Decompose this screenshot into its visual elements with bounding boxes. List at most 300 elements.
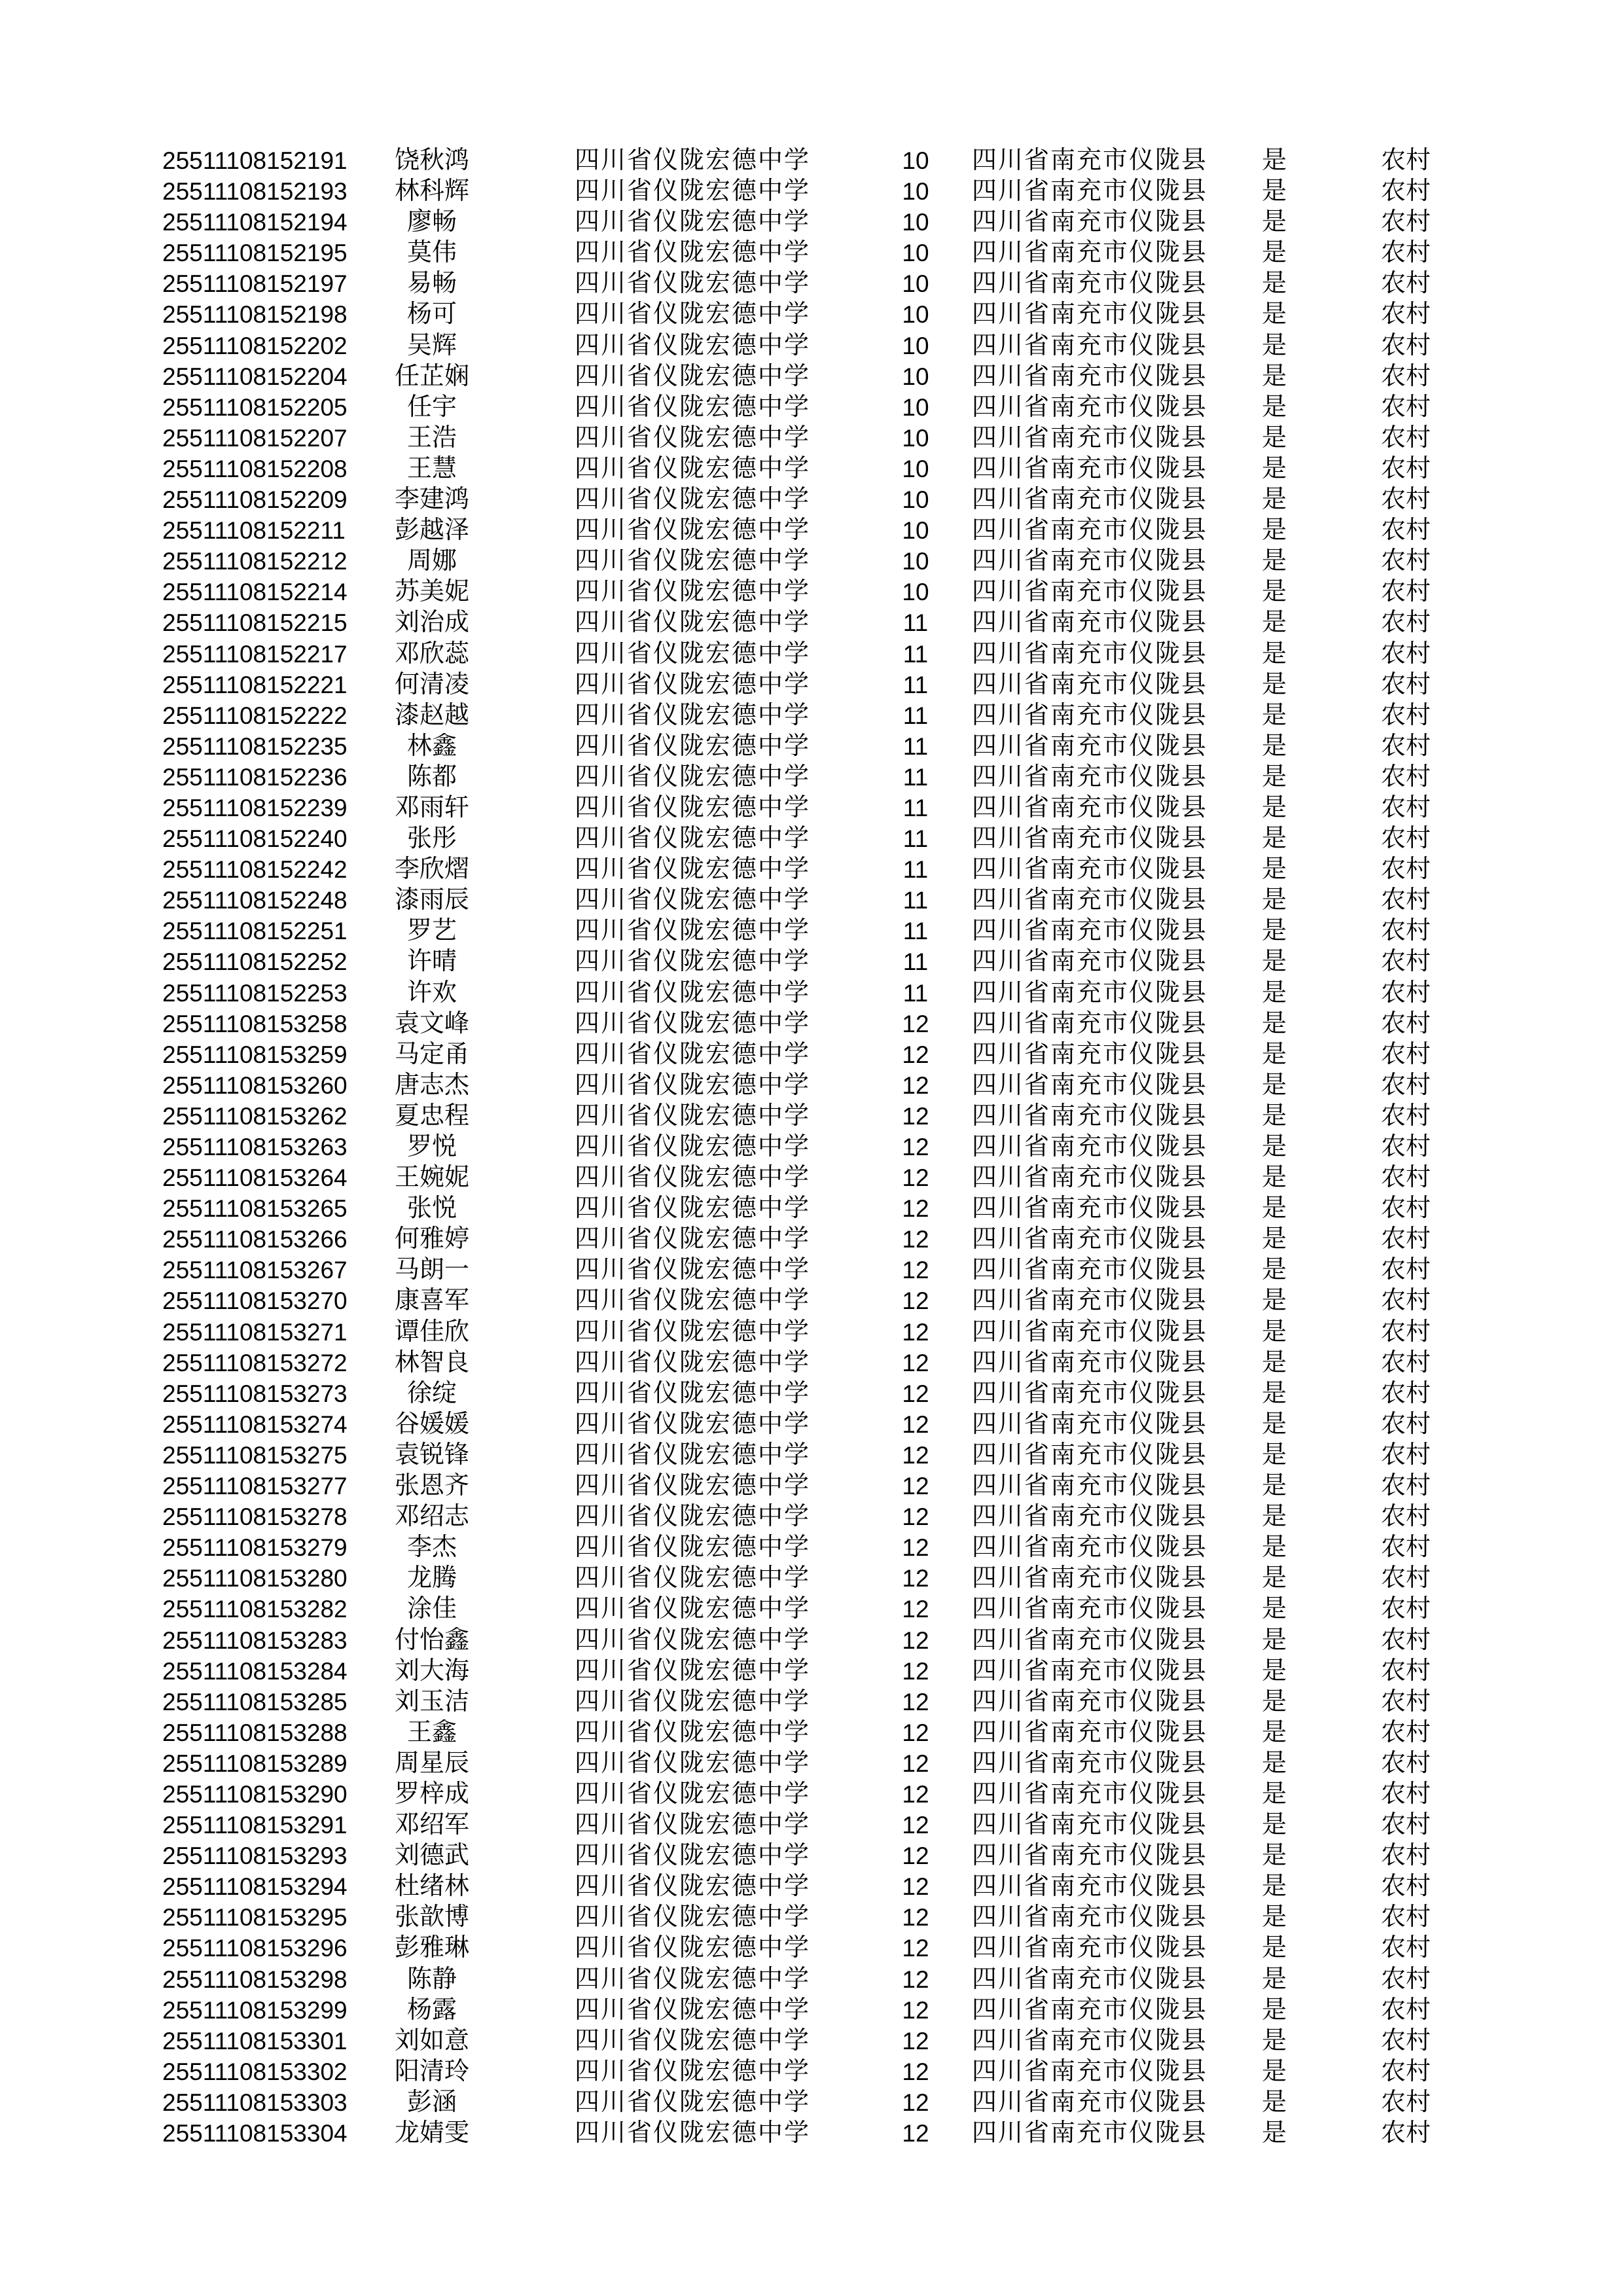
- cell-exam-id: 25511108152253: [162, 979, 348, 1007]
- cell-exam-id: 25511108153277: [162, 1473, 348, 1500]
- table-row: [0, 670, 1623, 700]
- cell-area: 农村: [1380, 1657, 1431, 1685]
- cell-exam-id: 25511108152242: [162, 856, 348, 884]
- cell-school: 四川省仪陇宏德中学: [574, 1071, 810, 1099]
- cell-grade: 12: [902, 1719, 929, 1746]
- cell-school: 四川省仪陇宏德中学: [574, 1595, 810, 1623]
- table-row: [0, 1656, 1623, 1687]
- cell-flag: 是: [1261, 486, 1287, 514]
- cell-region: 四川省南充市仪陇县: [971, 1225, 1207, 1253]
- cell-region: 四川省南充市仪陇县: [971, 393, 1207, 421]
- cell-grade: 11: [902, 732, 929, 760]
- cell-school: 四川省仪陇宏德中学: [574, 454, 810, 482]
- cell-school: 四川省仪陇宏德中学: [574, 362, 810, 390]
- cell-student-name: 袁文峰: [394, 1009, 469, 1037]
- cell-student-name: 邓绍志: [394, 1503, 469, 1531]
- cell-exam-id: 25511108152235: [162, 732, 348, 760]
- cell-student-name: 邓雨轩: [394, 793, 469, 821]
- cell-student-name: 林鑫: [406, 732, 457, 760]
- cell-area: 农村: [1380, 1873, 1431, 1901]
- cell-region: 四川省南充市仪陇县: [971, 855, 1207, 884]
- cell-area: 农村: [1380, 331, 1431, 359]
- cell-region: 四川省南充市仪陇县: [971, 1410, 1207, 1438]
- cell-flag: 是: [1261, 1811, 1287, 1839]
- cell-exam-id: 25511108153285: [162, 1688, 348, 1715]
- cell-student-name: 康喜军: [394, 1287, 469, 1315]
- cell-student-name: 彭雅琳: [394, 1934, 469, 1962]
- cell-student-name: 刘治成: [394, 609, 469, 637]
- cell-area: 农村: [1380, 701, 1431, 729]
- cell-exam-id: 25511108152212: [162, 548, 348, 575]
- cell-student-name: 张歆博: [394, 1903, 469, 1931]
- cell-grade: 10: [902, 548, 929, 575]
- cell-area: 农村: [1380, 393, 1431, 421]
- cell-student-name: 王鑫: [406, 1718, 457, 1746]
- cell-grade: 12: [902, 1935, 929, 1962]
- cell-school: 四川省仪陇宏德中学: [574, 516, 810, 545]
- cell-region: 四川省南充市仪陇县: [971, 423, 1207, 452]
- cell-school: 四川省仪陇宏德中学: [574, 948, 810, 976]
- cell-area: 农村: [1380, 1348, 1431, 1376]
- cell-exam-id: 25511108153274: [162, 1410, 348, 1438]
- cell-area: 农村: [1380, 609, 1431, 637]
- cell-exam-id: 25511108153283: [162, 1626, 348, 1654]
- cell-grade: 12: [902, 1380, 929, 1407]
- cell-region: 四川省南充市仪陇县: [971, 1873, 1207, 1901]
- cell-school: 四川省仪陇宏德中学: [574, 2088, 810, 2116]
- cell-flag: 是: [1261, 1040, 1287, 1068]
- cell-flag: 是: [1261, 331, 1287, 359]
- table-row: [0, 145, 1623, 176]
- cell-grade: 12: [902, 1657, 929, 1685]
- cell-student-name: 任芷娴: [394, 362, 469, 390]
- cell-exam-id: 25511108153296: [162, 1935, 348, 1962]
- cell-school: 四川省仪陇宏德中学: [574, 855, 810, 884]
- cell-region: 四川省南充市仪陇县: [971, 1503, 1207, 1531]
- cell-exam-id: 25511108153291: [162, 1812, 348, 1839]
- cell-exam-id: 25511108153282: [162, 1596, 348, 1623]
- cell-student-name: 李建鸿: [394, 486, 469, 514]
- cell-exam-id: 25511108153290: [162, 1780, 348, 1808]
- cell-exam-id: 25511108153294: [162, 1873, 348, 1901]
- cell-region: 四川省南充市仪陇县: [971, 1595, 1207, 1623]
- cell-grade: 12: [902, 1349, 929, 1376]
- cell-student-name: 罗悦: [406, 1133, 457, 1160]
- cell-school: 四川省仪陇宏德中学: [574, 609, 810, 637]
- cell-exam-id: 25511108152221: [162, 671, 348, 698]
- table-row: [0, 1378, 1623, 1409]
- cell-area: 农村: [1380, 1903, 1431, 1931]
- cell-flag: 是: [1261, 1749, 1287, 1777]
- cell-student-name: 刘如意: [394, 2026, 469, 2054]
- cell-area: 农村: [1380, 639, 1431, 668]
- cell-flag: 是: [1261, 239, 1287, 267]
- cell-grade: 12: [902, 1195, 929, 1223]
- cell-school: 四川省仪陇宏德中学: [574, 270, 810, 298]
- cell-region: 四川省南充市仪陇县: [971, 578, 1207, 606]
- cell-school: 四川省仪陇宏德中学: [574, 1102, 810, 1130]
- cell-flag: 是: [1261, 1071, 1287, 1099]
- cell-exam-id: 25511108152211: [162, 517, 346, 545]
- cell-student-name: 吴辉: [406, 331, 457, 359]
- cell-flag: 是: [1261, 1996, 1287, 2024]
- cell-school: 四川省仪陇宏德中学: [574, 670, 810, 698]
- cell-flag: 是: [1261, 978, 1287, 1007]
- cell-exam-id: 25511108153303: [162, 2089, 348, 2116]
- cell-school: 四川省仪陇宏德中学: [574, 1287, 810, 1315]
- table-row: [0, 176, 1623, 207]
- cell-school: 四川省仪陇宏德中学: [574, 547, 810, 575]
- cell-school: 四川省仪陇宏德中学: [574, 917, 810, 945]
- cell-exam-id: 25511108153301: [162, 2027, 348, 2054]
- table-row: [0, 1009, 1623, 1039]
- cell-exam-id: 25511108153258: [162, 1010, 348, 1037]
- cell-region: 四川省南充市仪陇县: [971, 2088, 1207, 2116]
- cell-grade: 12: [902, 1410, 929, 1438]
- cell-school: 四川省仪陇宏德中学: [574, 1040, 810, 1068]
- cell-region: 四川省南充市仪陇县: [971, 1965, 1207, 1993]
- cell-area: 农村: [1380, 886, 1431, 914]
- cell-grade: 11: [902, 702, 929, 729]
- cell-flag: 是: [1261, 2026, 1287, 2054]
- cell-exam-id: 25511108152222: [162, 702, 348, 729]
- cell-grade: 12: [902, 1873, 929, 1901]
- cell-region: 四川省南充市仪陇县: [971, 1348, 1207, 1376]
- cell-region: 四川省南充市仪陇县: [971, 1102, 1207, 1130]
- table-row: [0, 423, 1623, 454]
- cell-grade: 11: [902, 918, 929, 945]
- cell-student-name: 刘大海: [394, 1657, 469, 1685]
- cell-area: 农村: [1380, 2088, 1431, 2116]
- cell-exam-id: 25511108153304: [162, 2120, 348, 2147]
- table-row: [0, 299, 1623, 330]
- table-row: [0, 361, 1623, 392]
- cell-flag: 是: [1261, 423, 1287, 452]
- cell-exam-id: 25511108152248: [162, 887, 348, 914]
- cell-school: 四川省仪陇宏德中学: [574, 486, 810, 514]
- cell-region: 四川省南充市仪陇县: [971, 978, 1207, 1007]
- cell-student-name: 刘玉洁: [394, 1687, 469, 1715]
- cell-school: 四川省仪陇宏德中学: [574, 239, 810, 267]
- cell-school: 四川省仪陇宏德中学: [574, 978, 810, 1007]
- cell-grade: 12: [902, 1134, 929, 1160]
- cell-school: 四川省仪陇宏德中学: [574, 1657, 810, 1685]
- cell-area: 农村: [1380, 1441, 1431, 1469]
- cell-student-name: 彭涵: [406, 2088, 457, 2116]
- cell-flag: 是: [1261, 1441, 1287, 1469]
- cell-flag: 是: [1261, 1903, 1287, 1931]
- cell-flag: 是: [1261, 1934, 1287, 1962]
- cell-flag: 是: [1261, 1564, 1287, 1592]
- cell-flag: 是: [1261, 516, 1287, 545]
- cell-area: 农村: [1380, 917, 1431, 945]
- cell-student-name: 陈静: [406, 1965, 457, 1993]
- cell-school: 四川省仪陇宏德中学: [574, 701, 810, 729]
- cell-grade: 10: [902, 517, 929, 545]
- cell-exam-id: 25511108153298: [162, 1965, 348, 1993]
- cell-student-name: 罗梓成: [394, 1780, 469, 1808]
- cell-student-name: 王慧: [406, 454, 457, 482]
- cell-area: 农村: [1380, 1379, 1431, 1407]
- cell-region: 四川省南充市仪陇县: [971, 1164, 1207, 1192]
- cell-exam-id: 25511108152236: [162, 763, 348, 791]
- cell-flag: 是: [1261, 177, 1287, 206]
- table-row: [0, 793, 1623, 823]
- table-row: [0, 1162, 1623, 1193]
- cell-student-name: 涂佳: [406, 1595, 457, 1623]
- cell-area: 农村: [1380, 1133, 1431, 1160]
- cell-area: 农村: [1380, 1595, 1431, 1623]
- cell-area: 农村: [1380, 1318, 1431, 1346]
- cell-grade: 11: [902, 948, 929, 976]
- cell-exam-id: 25511108153295: [162, 1904, 348, 1931]
- table-row: [0, 1717, 1623, 1748]
- cell-grade: 11: [902, 825, 929, 853]
- cell-school: 四川省仪陇宏德中学: [574, 1348, 810, 1376]
- table-row: [0, 1255, 1623, 1285]
- cell-exam-id: 25511108153280: [162, 1565, 348, 1592]
- cell-flag: 是: [1261, 1348, 1287, 1376]
- cell-school: 四川省仪陇宏德中学: [574, 578, 810, 606]
- cell-area: 农村: [1380, 793, 1431, 821]
- cell-exam-id: 25511108153278: [162, 1503, 348, 1531]
- table-row: [0, 1132, 1623, 1162]
- table-row: [0, 700, 1623, 731]
- table-row: [0, 762, 1623, 793]
- cell-flag: 是: [1261, 1965, 1287, 1993]
- cell-student-name: 邓绍军: [394, 1811, 469, 1839]
- cell-student-name: 周娜: [406, 547, 457, 575]
- cell-school: 四川省仪陇宏德中学: [574, 1934, 810, 1962]
- cell-region: 四川省南充市仪陇县: [971, 886, 1207, 914]
- cell-region: 四川省南充市仪陇县: [971, 1626, 1207, 1654]
- cell-region: 四川省南充市仪陇县: [971, 1318, 1207, 1346]
- cell-area: 农村: [1380, 1534, 1431, 1562]
- cell-school: 四川省仪陇宏德中学: [574, 1379, 810, 1407]
- cell-school: 四川省仪陇宏德中学: [574, 1225, 810, 1253]
- cell-region: 四川省南充市仪陇县: [971, 300, 1207, 329]
- cell-region: 四川省南充市仪陇县: [971, 454, 1207, 482]
- cell-student-name: 彭越泽: [394, 516, 469, 545]
- cell-exam-id: 25511108152205: [162, 393, 348, 421]
- table-row: [0, 1748, 1623, 1779]
- cell-flag: 是: [1261, 1595, 1287, 1623]
- cell-school: 四川省仪陇宏德中学: [574, 1842, 810, 1870]
- cell-region: 四川省南充市仪陇县: [971, 732, 1207, 760]
- table-row: [0, 1964, 1623, 1995]
- cell-area: 农村: [1380, 978, 1431, 1007]
- cell-grade: 11: [902, 640, 929, 668]
- table-row: [0, 1285, 1623, 1316]
- cell-grade: 12: [902, 1318, 929, 1346]
- table-row: [0, 515, 1623, 546]
- table-row: [0, 1779, 1623, 1810]
- table-row: [0, 1471, 1623, 1501]
- table-row: [0, 238, 1623, 268]
- cell-exam-id: 25511108152194: [162, 209, 348, 236]
- cell-exam-id: 25511108152197: [162, 270, 348, 298]
- cell-region: 四川省南充市仪陇县: [971, 1718, 1207, 1746]
- cell-region: 四川省南充市仪陇县: [971, 239, 1207, 267]
- cell-grade: 10: [902, 301, 929, 329]
- cell-area: 农村: [1380, 670, 1431, 698]
- cell-area: 农村: [1380, 1287, 1431, 1315]
- cell-exam-id: 25511108152215: [162, 609, 348, 637]
- cell-flag: 是: [1261, 639, 1287, 668]
- cell-flag: 是: [1261, 1873, 1287, 1901]
- cell-flag: 是: [1261, 609, 1287, 637]
- cell-exam-id: 25511108153273: [162, 1380, 348, 1407]
- cell-area: 农村: [1380, 1965, 1431, 1993]
- table-row: [0, 1840, 1623, 1871]
- cell-grade: 12: [902, 1904, 929, 1931]
- cell-region: 四川省南充市仪陇县: [971, 1934, 1207, 1962]
- cell-exam-id: 25511108153265: [162, 1195, 348, 1223]
- cell-grade: 11: [902, 979, 929, 1007]
- cell-region: 四川省南充市仪陇县: [971, 1040, 1207, 1068]
- cell-school: 四川省仪陇宏德中学: [574, 1318, 810, 1346]
- cell-student-name: 饶秋鸿: [394, 147, 469, 174]
- cell-area: 农村: [1380, 516, 1431, 545]
- cell-student-name: 任宇: [406, 393, 457, 421]
- cell-school: 四川省仪陇宏德中学: [574, 1441, 810, 1469]
- cell-student-name: 杨可: [406, 300, 457, 329]
- cell-area: 农村: [1380, 1194, 1431, 1223]
- cell-flag: 是: [1261, 1256, 1287, 1284]
- cell-flag: 是: [1261, 1318, 1287, 1346]
- cell-flag: 是: [1261, 1287, 1287, 1315]
- table-row: [0, 392, 1623, 423]
- cell-student-name: 龙腾: [406, 1564, 457, 1592]
- cell-school: 四川省仪陇宏德中学: [574, 639, 810, 668]
- cell-school: 四川省仪陇宏德中学: [574, 1256, 810, 1284]
- cell-flag: 是: [1261, 1194, 1287, 1223]
- cell-student-name: 刘德武: [394, 1842, 469, 1870]
- cell-school: 四川省仪陇宏德中学: [574, 1164, 810, 1192]
- table-row: [0, 2118, 1623, 2149]
- table-row: [0, 1039, 1623, 1070]
- cell-exam-id: 25511108152195: [162, 240, 348, 267]
- cell-exam-id: 25511108153279: [162, 1534, 348, 1562]
- cell-school: 四川省仪陇宏德中学: [574, 1564, 810, 1592]
- cell-area: 农村: [1380, 762, 1431, 791]
- cell-student-name: 许晴: [406, 948, 457, 976]
- cell-student-name: 龙婧雯: [394, 2119, 469, 2147]
- cell-grade: 12: [902, 1596, 929, 1623]
- cell-exam-id: 25511108152239: [162, 794, 348, 821]
- cell-area: 农村: [1380, 1718, 1431, 1746]
- cell-student-name: 王婉妮: [394, 1164, 469, 1192]
- cell-exam-id: 25511108152204: [162, 363, 348, 390]
- cell-region: 四川省南充市仪陇县: [971, 270, 1207, 298]
- cell-exam-id: 25511108152198: [162, 301, 348, 329]
- cell-student-name: 徐绽: [406, 1379, 457, 1407]
- cell-grade: 12: [902, 1503, 929, 1531]
- cell-area: 农村: [1380, 423, 1431, 452]
- cell-region: 四川省南充市仪陇县: [971, 1133, 1207, 1160]
- cell-student-name: 罗艺: [406, 917, 457, 945]
- table-row: [0, 1348, 1623, 1378]
- cell-student-name: 张恩齐: [394, 1472, 469, 1500]
- cell-school: 四川省仪陇宏德中学: [574, 2119, 810, 2147]
- cell-flag: 是: [1261, 1472, 1287, 1500]
- cell-exam-id: 25511108153272: [162, 1349, 348, 1376]
- cell-flag: 是: [1261, 1534, 1287, 1562]
- cell-region: 四川省南充市仪陇县: [971, 1287, 1207, 1315]
- cell-student-name: 马朗一: [394, 1256, 469, 1284]
- cell-grade: 11: [902, 794, 929, 821]
- cell-flag: 是: [1261, 2057, 1287, 2085]
- cell-area: 农村: [1380, 1009, 1431, 1037]
- cell-grade: 11: [902, 763, 929, 791]
- cell-student-name: 周星辰: [394, 1749, 469, 1777]
- cell-region: 四川省南充市仪陇县: [971, 2119, 1207, 2147]
- cell-area: 农村: [1380, 2057, 1431, 2085]
- table-row: [0, 207, 1623, 238]
- cell-grade: 11: [902, 671, 929, 698]
- cell-school: 四川省仪陇宏德中学: [574, 393, 810, 421]
- cell-grade: 12: [902, 1071, 929, 1099]
- cell-exam-id: 25511108152252: [162, 948, 348, 976]
- cell-school: 四川省仪陇宏德中学: [574, 1194, 810, 1223]
- cell-flag: 是: [1261, 1164, 1287, 1192]
- cell-area: 农村: [1380, 825, 1431, 853]
- cell-flag: 是: [1261, 1718, 1287, 1746]
- cell-region: 四川省南充市仪陇县: [971, 1009, 1207, 1037]
- cell-region: 四川省南充市仪陇县: [971, 1379, 1207, 1407]
- table-row: [0, 2026, 1623, 2056]
- table-row: [0, 1532, 1623, 1563]
- cell-region: 四川省南充市仪陇县: [971, 609, 1207, 637]
- cell-student-name: 夏忠程: [394, 1102, 469, 1130]
- table-row: [0, 546, 1623, 577]
- cell-flag: 是: [1261, 886, 1287, 914]
- cell-flag: 是: [1261, 578, 1287, 606]
- cell-area: 农村: [1380, 362, 1431, 390]
- cell-grade: 12: [902, 1842, 929, 1870]
- cell-flag: 是: [1261, 732, 1287, 760]
- cell-flag: 是: [1261, 1009, 1287, 1037]
- cell-area: 农村: [1380, 855, 1431, 884]
- cell-school: 四川省仪陇宏德中学: [574, 1718, 810, 1746]
- cell-area: 农村: [1380, 1564, 1431, 1592]
- cell-grade: 12: [902, 1812, 929, 1839]
- cell-student-name: 谷媛媛: [394, 1410, 469, 1438]
- cell-grade: 12: [902, 1041, 929, 1068]
- cell-area: 农村: [1380, 547, 1431, 575]
- cell-grade: 11: [902, 856, 929, 884]
- cell-grade: 12: [902, 1010, 929, 1037]
- cell-region: 四川省南充市仪陇县: [971, 1071, 1207, 1099]
- cell-exam-id: 25511108153259: [162, 1041, 348, 1068]
- table-row: [0, 1871, 1623, 1902]
- cell-flag: 是: [1261, 948, 1287, 976]
- cell-grade: 12: [902, 1164, 929, 1192]
- cell-region: 四川省南充市仪陇县: [971, 1687, 1207, 1715]
- cell-area: 农村: [1380, 1472, 1431, 1500]
- cell-area: 农村: [1380, 454, 1431, 482]
- cell-area: 农村: [1380, 1996, 1431, 2024]
- cell-student-name: 张彤: [406, 825, 457, 853]
- cell-school: 四川省仪陇宏德中学: [574, 1009, 810, 1037]
- cell-grade: 12: [902, 1965, 929, 1993]
- cell-student-name: 付怡鑫: [394, 1626, 469, 1654]
- cell-exam-id: 25511108153266: [162, 1226, 348, 1253]
- cell-student-name: 林科辉: [394, 177, 469, 206]
- cell-grade: 10: [902, 455, 929, 482]
- cell-school: 四川省仪陇宏德中学: [574, 300, 810, 329]
- cell-student-name: 许欢: [406, 978, 457, 1007]
